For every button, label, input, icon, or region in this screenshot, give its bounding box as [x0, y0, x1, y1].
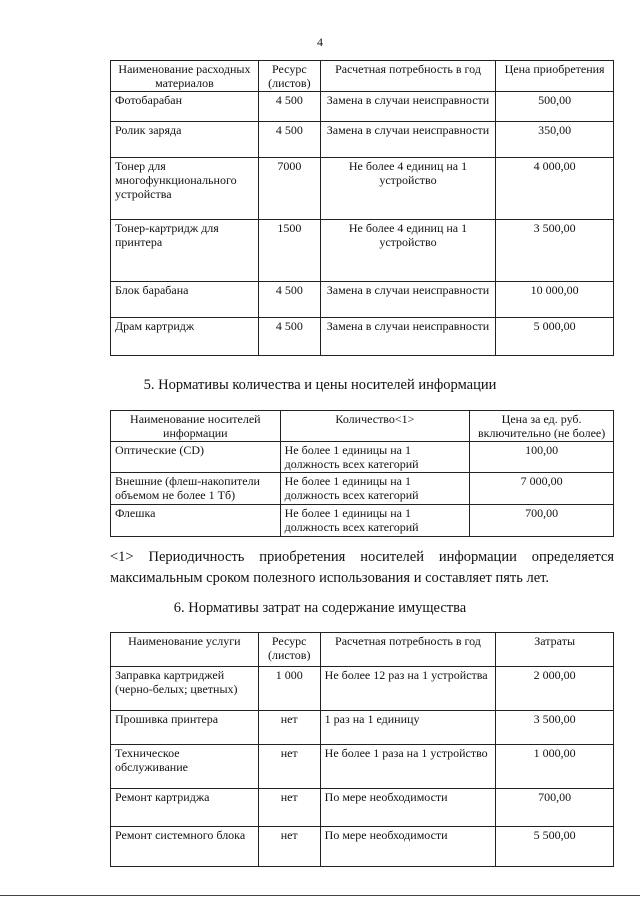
table-row	[111, 92, 614, 122]
cell-cost: 1 000,00	[496, 745, 614, 789]
cell-name: Фотобарабан	[111, 92, 259, 122]
section-5-title: 5. Нормативы количества и цены носителей информации	[143, 377, 497, 393]
header-name: Наименование расходных материалов	[111, 61, 259, 92]
header-media-name: Наименование носителей информации	[111, 411, 281, 442]
cell-price: 10 000,00	[496, 282, 614, 318]
cell-resource: 4 500	[258, 282, 320, 318]
cell-price: 5 000,00	[496, 318, 614, 356]
cell-resource: 4 500	[258, 92, 320, 122]
cell-need: Замена в случаи неисправности	[320, 282, 495, 318]
maintenance-table	[110, 632, 614, 867]
cell-name: Тонер-картридж для принтера	[111, 220, 259, 282]
cell-need: По мере необходимости	[320, 827, 496, 867]
cell-resource: нет	[258, 827, 320, 867]
header-resource: Ресурс (листов)	[258, 633, 320, 667]
cell-name: Заправка картриджей (черно-белых; цветных)	[111, 667, 259, 711]
table-row	[111, 789, 614, 827]
cell-cost: 3 500,00	[496, 711, 614, 745]
cell-resource: нет	[258, 711, 320, 745]
cell-name: Внешние (флеш-накопители объемом не более 1 Тб)	[111, 473, 281, 505]
table-row	[111, 318, 614, 356]
table-header-row	[111, 61, 614, 92]
footnote: <1> Периодичность приобретения носителей информации определяется максимальным сроком полезного использования и составляет пять лет.	[110, 549, 614, 586]
cell-resource: нет	[258, 789, 320, 827]
cell-cost: 5 500,00	[496, 827, 614, 867]
cell-quantity: Не более 1 единицы на 1 должность всех категорий	[280, 505, 470, 537]
consumables-table	[110, 60, 614, 356]
cell-need: Замена в случаи неисправности	[320, 318, 495, 356]
cell-resource: 1500	[258, 220, 320, 282]
cell-resource: 1 000	[258, 667, 320, 711]
media-table	[110, 410, 614, 537]
table-row	[111, 122, 614, 158]
cell-name: Прошивка принтера	[111, 711, 259, 745]
cell-price: 4 000,00	[496, 158, 614, 220]
cell-name: Драм картридж	[111, 318, 259, 356]
cell-resource: нет	[258, 745, 320, 789]
cell-need: Не более 1 раза на 1 устройство	[320, 745, 496, 789]
header-resource: Ресурс (листов)	[258, 61, 320, 92]
cell-price: 3 500,00	[496, 220, 614, 282]
cell-need: Не более 12 раз на 1 устройства	[320, 667, 496, 711]
table-row	[111, 220, 614, 282]
cell-price: 500,00	[496, 92, 614, 122]
section-6-title: 6. Нормативы затрат на содержание имущества	[173, 600, 467, 616]
cell-need: 1 раз на 1 единицу	[320, 711, 496, 745]
header-quantity: Количество<1>	[280, 411, 470, 442]
cell-name: Тонер для многофункционального устройства	[111, 158, 259, 220]
cell-need: Не более 4 единиц на 1 устройство	[320, 158, 495, 220]
cell-name: Блок барабана	[111, 282, 259, 318]
table-row	[111, 473, 614, 505]
header-cost: Затраты	[496, 633, 614, 667]
page-number: 4	[317, 35, 323, 49]
cell-need: Замена в случаи неисправности	[320, 122, 495, 158]
header-unit-price: Цена за ед. руб. включительно (не более)	[470, 411, 614, 442]
cell-resource: 4 500	[258, 122, 320, 158]
cell-price: 7 000,00	[470, 473, 614, 505]
cell-name: Ремонт картриджа	[111, 789, 259, 827]
table-header-row	[111, 411, 614, 442]
cell-price: 100,00	[470, 442, 614, 473]
header-price: Цена приобретения	[496, 61, 614, 92]
cell-name: Оптические (CD)	[111, 442, 281, 473]
cell-quantity: Не более 1 единицы на 1 должность всех категорий	[280, 442, 470, 473]
table-row	[111, 667, 614, 711]
cell-name: Ремонт системного блока	[111, 827, 259, 867]
cell-name: Флешка	[111, 505, 281, 537]
table-row	[111, 745, 614, 789]
table-row	[111, 282, 614, 318]
cell-need: Не более 4 единиц на 1 устройство	[320, 220, 495, 282]
cell-resource: 7000	[258, 158, 320, 220]
cell-name: Ролик заряда	[111, 122, 259, 158]
table-header-row	[111, 633, 614, 667]
cell-cost: 2 000,00	[496, 667, 614, 711]
page-bottom-edge	[0, 895, 640, 896]
cell-need: Замена в случаи неисправности	[320, 92, 495, 122]
header-need: Расчетная потребность в год	[320, 633, 496, 667]
table-row	[111, 505, 614, 537]
cell-price: 350,00	[496, 122, 614, 158]
cell-quantity: Не более 1 единицы на 1 должность всех категорий	[280, 473, 470, 505]
cell-price: 700,00	[470, 505, 614, 537]
table-row	[111, 158, 614, 220]
cell-name: Техническое обслуживание	[111, 745, 259, 789]
header-need: Расчетная потребность в год	[320, 61, 495, 92]
header-service: Наименование услуги	[111, 633, 259, 667]
table-row	[111, 442, 614, 473]
cell-resource: 4 500	[258, 318, 320, 356]
cell-cost: 700,00	[496, 789, 614, 827]
cell-need: По мере необходимости	[320, 789, 496, 827]
table-row	[111, 711, 614, 745]
table-row	[111, 827, 614, 867]
